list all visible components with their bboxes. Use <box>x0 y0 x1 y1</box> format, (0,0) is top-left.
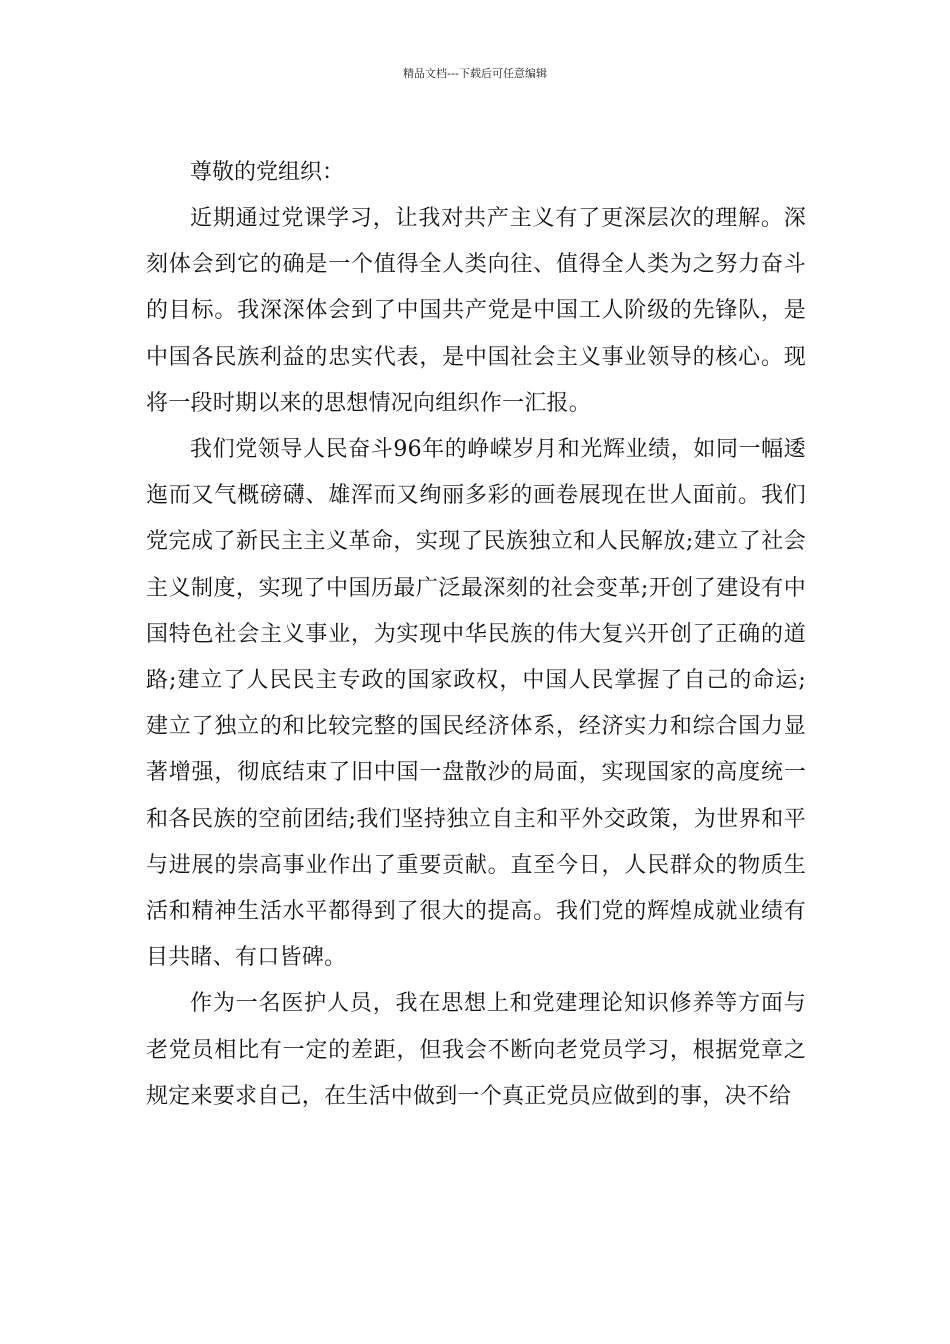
paragraph-personal-commitment <box>146 981 806 1120</box>
paragraph-text: 近期通过党课学习，让我对共产主义有了更深层次的理解。深刻体会到它的确是一个值得全人类向往、值得全人类为之努力奋斗的目标。我深深体会到了中国共产党是中国工人阶级的先锋队，是中国各民族利益的忠实代表，是中国社会主义事业领导的核心。现将一段时期以来的思想情况向组织作一汇报。 <box>146 206 806 416</box>
letter-salutation: 尊敬的党组织： <box>190 160 345 185</box>
paragraph-party-achievements <box>146 427 806 981</box>
paragraph-study-reflection <box>146 196 806 427</box>
paragraph-text: 作为一名医护人员，我在思想上和党建理论知识修养等方面与老党员相比有一定的差距，但我会不断向老党员学习，根据党章之规定来要求自己，在生活中做到一个真正党员应做到的事，决不给 <box>146 991 806 1109</box>
letter-body <box>146 150 806 1120</box>
paragraph-text: 我们党领导人民奋斗96年的峥嵘岁月和光辉业绩，如同一幅逶迤而又气概磅礴、雄浑而又绚丽多彩的画卷展现在世人面前。我们党完成了新民主主义革命，实现了民族独立和人民解放;建立了社会主义制度，实现了中国历最广泛最深刻的社会变革;开创了建设有中国特色社会主义事业，为实现中华民族的伟大复兴开创了正确的道路;建立了人民民主专政的国家政权，中国人民掌握了自己的命运;建立了独立的和比较完整的国民经济体系，经济实力和综合国力显著增强，彻底结束了旧中国一盘散沙的局面，实现国家的高度统一和各民族的空前团结;我们坚持独立自主和平外交政策，为世界和平与进展的崇高事业作出了重要贡献。直至今日，人民群众的物质生活和精神生活水平都得到了很大的提高。我们党的辉煌成就业绩有目共睹、有口皆碑。 <box>146 437 806 971</box>
page-header-watermark: 精品文档---下载后可任意编辑 <box>403 67 547 80</box>
